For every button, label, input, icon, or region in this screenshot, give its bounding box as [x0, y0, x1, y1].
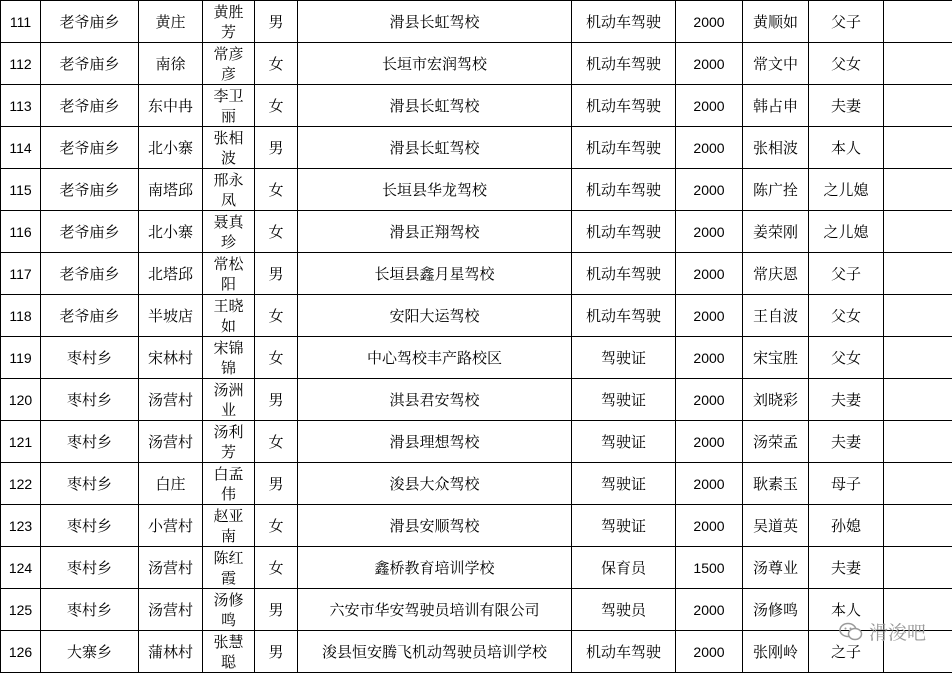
cell-type: 驾驶证: [572, 463, 676, 505]
cell-school: 滑县正翔驾校: [298, 211, 572, 253]
cell-relation: 夫妻: [809, 379, 884, 421]
cell-contact: 张刚岭: [743, 631, 809, 673]
cell-empty: [884, 43, 952, 85]
cell-type: 保育员: [572, 547, 676, 589]
cell-amount: 2000: [676, 379, 743, 421]
cell-gender: 男: [255, 253, 298, 295]
cell-empty: [884, 1, 952, 43]
cell-village: 南徐: [139, 43, 203, 85]
cell-village: 东中冉: [139, 85, 203, 127]
cell-school: 浚县恒安腾飞机动驾驶员培训学校: [298, 631, 572, 673]
cell-town: 枣村乡: [41, 547, 139, 589]
cell-school: 淇县君安驾校: [298, 379, 572, 421]
cell-village: 小营村: [139, 505, 203, 547]
cell-no: 120: [1, 379, 41, 421]
cell-empty: [884, 169, 952, 211]
cell-empty: [884, 337, 952, 379]
cell-relation: 父女: [809, 337, 884, 379]
cell-gender: 女: [255, 505, 298, 547]
cell-name: 李卫丽: [203, 85, 255, 127]
cell-name: 宋锦锦: [203, 337, 255, 379]
cell-contact: 常庆恩: [743, 253, 809, 295]
cell-relation: 本人: [809, 127, 884, 169]
cell-empty: [884, 463, 952, 505]
cell-contact: 韩占申: [743, 85, 809, 127]
cell-no: 121: [1, 421, 41, 463]
cell-no: 123: [1, 505, 41, 547]
table-row: [1, 43, 952, 85]
cell-town: 枣村乡: [41, 589, 139, 631]
cell-school: 滑县长虹驾校: [298, 85, 572, 127]
cell-amount: 2000: [676, 1, 743, 43]
cell-amount: 2000: [676, 589, 743, 631]
cell-relation: 夫妻: [809, 547, 884, 589]
cell-empty: [884, 85, 952, 127]
cell-relation: 父女: [809, 295, 884, 337]
cell-school: 长垣县华龙驾校: [298, 169, 572, 211]
cell-town: 枣村乡: [41, 505, 139, 547]
cell-gender: 女: [255, 547, 298, 589]
cell-contact: 汤荣孟: [743, 421, 809, 463]
cell-type: 机动车驾驶: [572, 295, 676, 337]
cell-relation: 母子: [809, 463, 884, 505]
cell-amount: 2000: [676, 85, 743, 127]
wechat-icon: [839, 622, 863, 642]
cell-village: 白庄: [139, 463, 203, 505]
cell-gender: 女: [255, 337, 298, 379]
cell-school: 鑫桥教育培训学校: [298, 547, 572, 589]
cell-contact: 汤尊业: [743, 547, 809, 589]
cell-school: 滑县长虹驾校: [298, 127, 572, 169]
cell-village: 宋林村: [139, 337, 203, 379]
cell-town: 枣村乡: [41, 379, 139, 421]
cell-empty: [884, 127, 952, 169]
table-row: [1, 211, 952, 253]
cell-no: 112: [1, 43, 41, 85]
cell-empty: [884, 379, 952, 421]
cell-name: 王晓如: [203, 295, 255, 337]
cell-amount: 2000: [676, 337, 743, 379]
cell-name: 赵亚南: [203, 505, 255, 547]
cell-school: 中心驾校丰产路校区: [298, 337, 572, 379]
cell-relation: 本人: [809, 589, 884, 631]
cell-town: 枣村乡: [41, 463, 139, 505]
cell-contact: 陈广拴: [743, 169, 809, 211]
cell-town: 老爷庙乡: [41, 85, 139, 127]
watermark: [839, 618, 926, 645]
cell-name: 汤修鸣: [203, 589, 255, 631]
cell-town: 老爷庙乡: [41, 169, 139, 211]
cell-empty: [884, 505, 952, 547]
cell-amount: 2000: [676, 43, 743, 85]
cell-gender: 男: [255, 379, 298, 421]
cell-type: 驾驶证: [572, 505, 676, 547]
table-row: [1, 589, 952, 631]
cell-amount: 2000: [676, 421, 743, 463]
cell-empty: [884, 421, 952, 463]
cell-town: 枣村乡: [41, 421, 139, 463]
cell-no: 124: [1, 547, 41, 589]
table-row: [1, 169, 952, 211]
cell-empty: [884, 295, 952, 337]
cell-town: 大寨乡: [41, 631, 139, 673]
cell-amount: 2000: [676, 463, 743, 505]
cell-empty: [884, 547, 952, 589]
cell-name: 汤利芳: [203, 421, 255, 463]
cell-no: 117: [1, 253, 41, 295]
cell-amount: 2000: [676, 169, 743, 211]
cell-gender: 男: [255, 631, 298, 673]
cell-town: 老爷庙乡: [41, 1, 139, 43]
cell-name: 张慧聪: [203, 631, 255, 673]
cell-contact: 常文中: [743, 43, 809, 85]
table-row: [1, 337, 952, 379]
cell-type: 机动车驾驶: [572, 631, 676, 673]
cell-school: 长垣市宏润驾校: [298, 43, 572, 85]
cell-gender: 男: [255, 463, 298, 505]
cell-empty: [884, 211, 952, 253]
cell-no: 125: [1, 589, 41, 631]
table-row: [1, 295, 952, 337]
cell-amount: 2000: [676, 211, 743, 253]
cell-contact: 张相波: [743, 127, 809, 169]
cell-type: 机动车驾驶: [572, 169, 676, 211]
cell-type: 机动车驾驶: [572, 253, 676, 295]
cell-type: 驾驶证: [572, 337, 676, 379]
table-row: [1, 421, 952, 463]
cell-school: 安阳大运驾校: [298, 295, 572, 337]
cell-contact: 黄顺如: [743, 1, 809, 43]
cell-gender: 女: [255, 85, 298, 127]
cell-town: 老爷庙乡: [41, 43, 139, 85]
cell-name: 黄胜芳: [203, 1, 255, 43]
cell-relation: 之儿媳: [809, 211, 884, 253]
watermark-text: 滑浚吧: [868, 622, 926, 644]
cell-type: 机动车驾驶: [572, 85, 676, 127]
cell-town: 老爷庙乡: [41, 295, 139, 337]
cell-village: 汤营村: [139, 589, 203, 631]
cell-name: 聂真珍: [203, 211, 255, 253]
cell-type: 机动车驾驶: [572, 43, 676, 85]
cell-relation: 夫妻: [809, 421, 884, 463]
table-row: [1, 127, 952, 169]
cell-type: 驾驶证: [572, 421, 676, 463]
cell-name: 汤洲业: [203, 379, 255, 421]
cell-type: 机动车驾驶: [572, 211, 676, 253]
cell-type: 机动车驾驶: [572, 127, 676, 169]
cell-gender: 女: [255, 43, 298, 85]
cell-type: 驾驶员: [572, 589, 676, 631]
cell-school: 浚县大众驾校: [298, 463, 572, 505]
cell-school: 六安市华安驾驶员培训有限公司: [298, 589, 572, 631]
cell-name: 常彦彦: [203, 43, 255, 85]
table-body: [1, 1, 952, 673]
cell-no: 113: [1, 85, 41, 127]
cell-village: 蒲林村: [139, 631, 203, 673]
cell-village: 黄庄: [139, 1, 203, 43]
cell-no: 111: [1, 1, 41, 43]
cell-town: 老爷庙乡: [41, 253, 139, 295]
cell-town: 老爷庙乡: [41, 211, 139, 253]
cell-name: 常松阳: [203, 253, 255, 295]
cell-contact: 姜荣刚: [743, 211, 809, 253]
cell-gender: 男: [255, 1, 298, 43]
cell-amount: 2000: [676, 631, 743, 673]
cell-no: 119: [1, 337, 41, 379]
cell-amount: 2000: [676, 127, 743, 169]
cell-relation: 之子: [809, 631, 884, 673]
cell-contact: 耿素玉: [743, 463, 809, 505]
cell-relation: 父子: [809, 253, 884, 295]
table-row: [1, 505, 952, 547]
cell-no: 115: [1, 169, 41, 211]
cell-village: 北小寨: [139, 211, 203, 253]
cell-contact: 汤修鸣: [743, 589, 809, 631]
cell-village: 汤营村: [139, 379, 203, 421]
cell-contact: 宋宝胜: [743, 337, 809, 379]
cell-school: 长垣县鑫月星驾校: [298, 253, 572, 295]
cell-name: 张相波: [203, 127, 255, 169]
cell-relation: 孙媳: [809, 505, 884, 547]
cell-no: 122: [1, 463, 41, 505]
cell-amount: 2000: [676, 295, 743, 337]
cell-type: 驾驶证: [572, 379, 676, 421]
cell-village: 汤营村: [139, 421, 203, 463]
cell-relation: 夫妻: [809, 85, 884, 127]
table-row: [1, 463, 952, 505]
cell-village: 半坡店: [139, 295, 203, 337]
cell-village: 北塔邱: [139, 253, 203, 295]
cell-town: 枣村乡: [41, 337, 139, 379]
cell-gender: 女: [255, 169, 298, 211]
cell-gender: 男: [255, 589, 298, 631]
cell-type: 机动车驾驶: [572, 1, 676, 43]
cell-no: 116: [1, 211, 41, 253]
cell-school: 滑县安顺驾校: [298, 505, 572, 547]
cell-village: 汤营村: [139, 547, 203, 589]
cell-name: 陈红霞: [203, 547, 255, 589]
table-row: [1, 631, 952, 673]
cell-contact: 吴道英: [743, 505, 809, 547]
cell-empty: [884, 253, 952, 295]
cell-amount: 2000: [676, 505, 743, 547]
cell-amount: 1500: [676, 547, 743, 589]
cell-no: 118: [1, 295, 41, 337]
cell-relation: 之儿媳: [809, 169, 884, 211]
table-row: [1, 1, 952, 43]
cell-no: 114: [1, 127, 41, 169]
cell-gender: 男: [255, 127, 298, 169]
cell-name: 邢永凤: [203, 169, 255, 211]
table-row: [1, 253, 952, 295]
cell-contact: 王自波: [743, 295, 809, 337]
cell-no: 126: [1, 631, 41, 673]
cell-gender: 女: [255, 211, 298, 253]
cell-gender: 女: [255, 295, 298, 337]
cell-relation: 父女: [809, 43, 884, 85]
cell-name: 白孟伟: [203, 463, 255, 505]
cell-school: 滑县理想驾校: [298, 421, 572, 463]
table-row: [1, 547, 952, 589]
cell-village: 北小寨: [139, 127, 203, 169]
cell-amount: 2000: [676, 253, 743, 295]
table-row: [1, 85, 952, 127]
cell-contact: 刘晓彩: [743, 379, 809, 421]
cell-school: 滑县长虹驾校: [298, 1, 572, 43]
table-row: [1, 379, 952, 421]
cell-relation: 父子: [809, 1, 884, 43]
cell-town: 老爷庙乡: [41, 127, 139, 169]
cell-gender: 女: [255, 421, 298, 463]
cell-village: 南塔邱: [139, 169, 203, 211]
